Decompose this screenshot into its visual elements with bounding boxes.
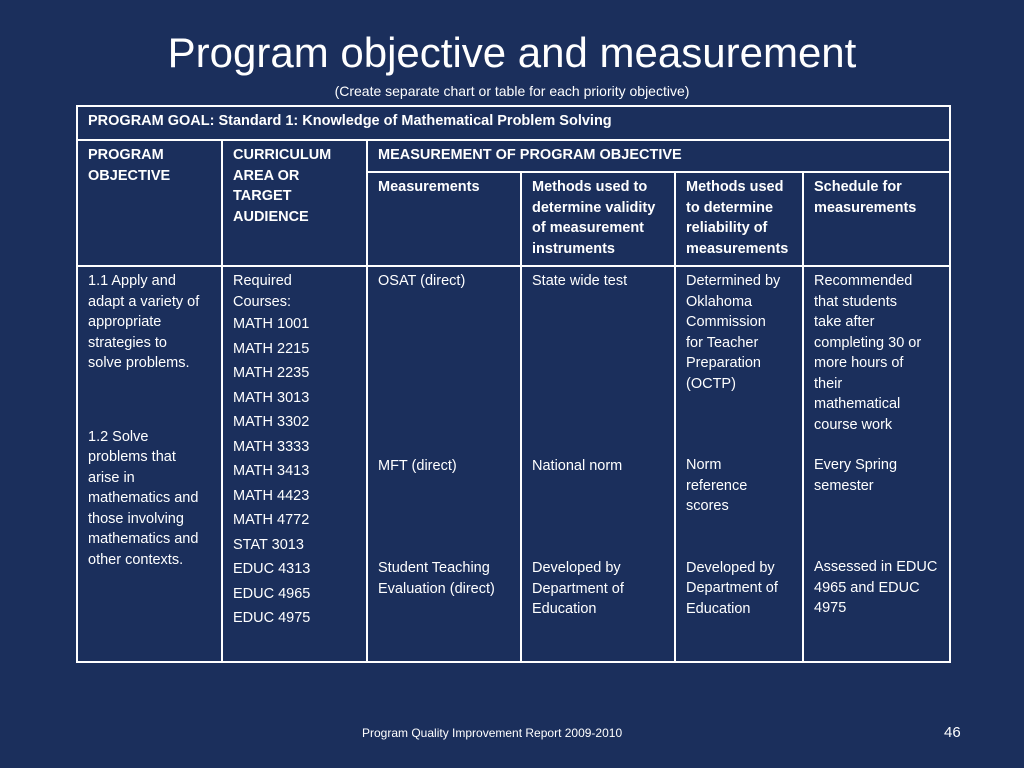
- schedule-osat: course work: [814, 416, 893, 433]
- slide-title: Program objective and measurement: [167, 29, 857, 76]
- header-validity-line: instruments: [532, 240, 615, 257]
- objective-line: strategies to: [88, 334, 167, 351]
- reliability-student-teaching: Department of: [686, 580, 778, 596]
- course-item: MATH 2215: [233, 340, 310, 357]
- objective-line: arise in: [88, 469, 135, 486]
- objective-line: mathematics and: [88, 531, 199, 547]
- header-program-objective-line: PROGRAM: [88, 147, 164, 163]
- reliability-osat: Commission: [686, 314, 766, 330]
- footer-text: Program Quality Improvement Report 2009-2010: [362, 726, 623, 740]
- reliability-spacer: [686, 517, 792, 558]
- course-item: EDUC 4313: [233, 561, 311, 577]
- reliability-osat: Preparation: [686, 355, 761, 371]
- curriculum-intro-line: Required: [233, 273, 292, 289]
- schedule-cell: [803, 266, 950, 662]
- measurement-mft: MFT (direct): [378, 457, 457, 474]
- validity-spacer: [532, 476, 664, 558]
- measurement-student-teaching: Evaluation (direct): [378, 580, 495, 597]
- measurement-spacer: [378, 292, 510, 456]
- reliability-spacer: [686, 394, 792, 455]
- schedule-mft: semester: [814, 477, 874, 494]
- page-number: 46: [944, 724, 961, 741]
- objective-line: 1.1 Apply and: [88, 273, 176, 289]
- reliability-student-teaching: Education: [686, 600, 751, 617]
- course-item: EDUC 4975: [233, 610, 311, 626]
- reliability-cell: [675, 266, 803, 662]
- header-reliability-line: Methods used: [686, 179, 784, 195]
- validity-student-teaching: Department of: [532, 580, 624, 597]
- schedule-spacer: [814, 435, 939, 455]
- course-item: MATH 4772: [233, 512, 310, 528]
- curriculum-intro-line: Courses:: [233, 293, 292, 310]
- objective-line: other contexts.: [88, 551, 184, 568]
- course-item: MATH 3413: [233, 463, 310, 479]
- course-item: MATH 3302: [233, 414, 310, 430]
- header-program-objective: [77, 140, 222, 266]
- reliability-osat: Determined by: [686, 273, 781, 289]
- objective-line: adapt a variety of: [88, 293, 200, 310]
- course-item: MATH 4423: [233, 487, 310, 504]
- objective-line: mathematics and: [88, 490, 199, 506]
- objective-line: 1.2 Solve: [88, 428, 149, 445]
- validity-cell: [521, 266, 675, 662]
- objective-table: [76, 105, 951, 663]
- measurement-spacer: [378, 476, 510, 558]
- header-schedule: [803, 172, 950, 266]
- measurements-cell: [367, 266, 521, 662]
- measurement-header: [367, 140, 950, 172]
- reliability-mft: reference: [686, 477, 748, 494]
- measurement-student-teaching: Student Teaching: [378, 560, 490, 576]
- measurement-header-label: MEASUREMENT OF PROGRAM OBJECTIVE: [378, 147, 682, 163]
- schedule-spacer: [814, 496, 939, 557]
- schedule-student-teaching: Assessed in EDUC: [814, 559, 938, 575]
- objective-line: solve problems.: [88, 355, 190, 371]
- schedule-osat: mathematical: [814, 396, 901, 412]
- header-schedule-line: Schedule for: [814, 179, 902, 195]
- objective-line: problems that: [88, 449, 176, 465]
- header-curriculum-line: AUDIENCE: [233, 208, 309, 225]
- schedule-student-teaching: 4975: [814, 600, 847, 616]
- course-item: MATH 3013: [233, 389, 310, 406]
- header-reliability-line: to determine: [686, 199, 774, 216]
- slide-subtitle: (Create separate chart or table for each priority objective): [334, 83, 690, 99]
- schedule-osat: that students: [814, 293, 898, 310]
- header-validity: [521, 172, 675, 266]
- reliability-osat: Oklahoma: [686, 293, 753, 310]
- reliability-osat: for Teacher: [686, 334, 759, 351]
- schedule-osat: their: [814, 375, 843, 392]
- program-goal: PROGRAM GOAL: Standard 1: Knowledge of Mathematical Problem Solving: [88, 113, 612, 129]
- validity-student-teaching: Education: [532, 601, 597, 617]
- header-validity-line: determine validity: [532, 199, 656, 216]
- schedule-mft: Every Spring: [814, 457, 898, 473]
- header-reliability: [675, 172, 803, 266]
- objective-line: those involving: [88, 510, 184, 527]
- header-validity-line: of measurement: [532, 220, 645, 236]
- header-schedule-line: measurements: [814, 199, 917, 216]
- validity-spacer: [532, 292, 664, 456]
- course-item: MATH 1001: [233, 316, 310, 332]
- header-validity-line: Methods used to: [532, 179, 648, 195]
- schedule-osat: more hours of: [814, 355, 904, 371]
- course-item: STAT 3013: [233, 536, 304, 553]
- course-item: EDUC 4965: [233, 585, 311, 602]
- course-item: MATH 3333: [233, 438, 310, 455]
- objective-spacer: [88, 374, 211, 427]
- schedule-osat: take after: [814, 314, 875, 330]
- curriculum-cell: [222, 266, 367, 662]
- header-measurements: [367, 172, 521, 266]
- reliability-mft: Norm: [686, 457, 722, 473]
- validity-student-teaching: Developed by: [532, 560, 621, 576]
- header-curriculum-line: CURRICULUM: [233, 147, 332, 163]
- schedule-osat: completing 30 or: [814, 334, 922, 351]
- reliability-mft: scores: [686, 498, 729, 514]
- validity-mft: National norm: [532, 457, 623, 474]
- schedule-student-teaching: 4965 and EDUC: [814, 579, 920, 596]
- objective-cell: [77, 266, 222, 662]
- measurement-osat: OSAT (direct): [378, 273, 466, 289]
- header-curriculum-line: AREA OR TARGET: [233, 167, 300, 204]
- header-reliability-line: reliability of: [686, 220, 768, 236]
- header-measurements-line: Measurements: [378, 179, 480, 195]
- header-reliability-line: measurements: [686, 240, 789, 257]
- reliability-osat: (OCTP): [686, 375, 736, 392]
- reliability-student-teaching: Developed by: [686, 559, 775, 576]
- course-item: MATH 2235: [233, 365, 310, 381]
- program-goal-cell: [77, 106, 950, 140]
- schedule-osat: Recommended: [814, 273, 913, 289]
- objective-line: appropriate: [88, 314, 162, 330]
- validity-osat: State wide test: [532, 273, 628, 289]
- header-curriculum: [222, 140, 367, 266]
- header-program-objective-line: OBJECTIVE: [88, 167, 171, 184]
